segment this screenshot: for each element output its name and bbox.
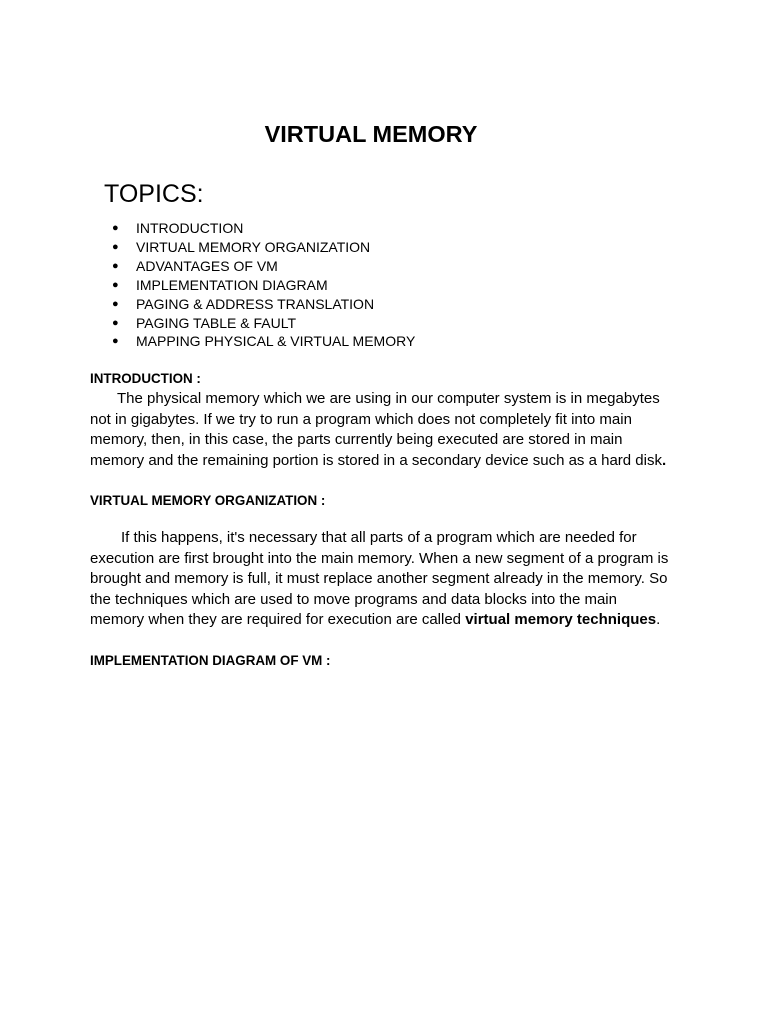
topic-item (108, 238, 415, 257)
bullet-icon: ● (112, 335, 119, 348)
paragraph-line (90, 610, 690, 631)
document-title: VIRTUAL MEMORY (264, 121, 478, 147)
paragraph-line: memory, then, in this case, the parts currently being executed are stored in main (90, 431, 623, 449)
vm-organization-paragraph (90, 528, 690, 631)
topic-item (108, 332, 415, 351)
topic-item (108, 295, 415, 314)
paragraph-period: . (661, 451, 667, 469)
paragraph-line: the techniques which are used to move programs and data blocks into the main (90, 590, 617, 608)
paragraph-line: The physical memory which we are using in our computer system is in megabytes (117, 390, 660, 407)
paragraph-line: execution are first brought into the main memory. When a new segment of a program is (90, 549, 669, 567)
paragraph-line-text: memory and the remaining portion is stored in a secondary device such as a hard disk (90, 451, 662, 469)
topic-label: INTRODUCTION (136, 220, 244, 236)
topics-heading: TOPICS: (104, 180, 204, 208)
topic-label: PAGING & ADDRESS TRANSLATION (136, 295, 375, 312)
introduction-heading: INTRODUCTION : (90, 371, 201, 386)
bullet-icon: ● (112, 259, 119, 272)
vm-organization-heading: VIRTUAL MEMORY ORGANIZATION : (90, 493, 326, 508)
paragraph-line-text: memory when they are required for execution are called (90, 611, 466, 629)
topic-item (108, 314, 415, 333)
bullet-icon: ● (112, 297, 119, 310)
topic-item (108, 257, 415, 276)
bullet-icon: ● (112, 222, 119, 234)
bullet-icon: ● (112, 240, 119, 253)
bullet-icon: ● (112, 316, 119, 329)
implementation-heading: IMPLEMENTATION DIAGRAM OF VM : (90, 653, 331, 668)
topic-label: VIRTUAL MEMORY ORGANIZATION (136, 238, 371, 255)
topic-item (108, 219, 415, 238)
paragraph-line (90, 451, 690, 472)
topic-item (108, 276, 415, 295)
introduction-paragraph (90, 389, 690, 471)
topic-label: IMPLEMENTATION DIAGRAM (136, 276, 328, 293)
paragraph-line: not in gigabytes. If we try to run a program which does not completely fit into main (90, 410, 632, 428)
emphasized-term: virtual memory techniques (465, 611, 657, 629)
topic-label: PAGING TABLE & FAULT (136, 314, 297, 331)
paragraph-line: brought and memory is full, it must replace another segment already in the memory. So (90, 570, 668, 588)
paragraph-period: . (656, 611, 661, 629)
topics-list (108, 219, 415, 351)
topic-label: MAPPING PHYSICAL & VIRTUAL MEMORY (136, 333, 416, 350)
paragraph-line: If this happens, it's necessary that all parts of a program which are needed for (121, 529, 637, 546)
topic-label: ADVANTAGES OF VM (136, 257, 278, 274)
bullet-icon: ● (112, 278, 119, 291)
